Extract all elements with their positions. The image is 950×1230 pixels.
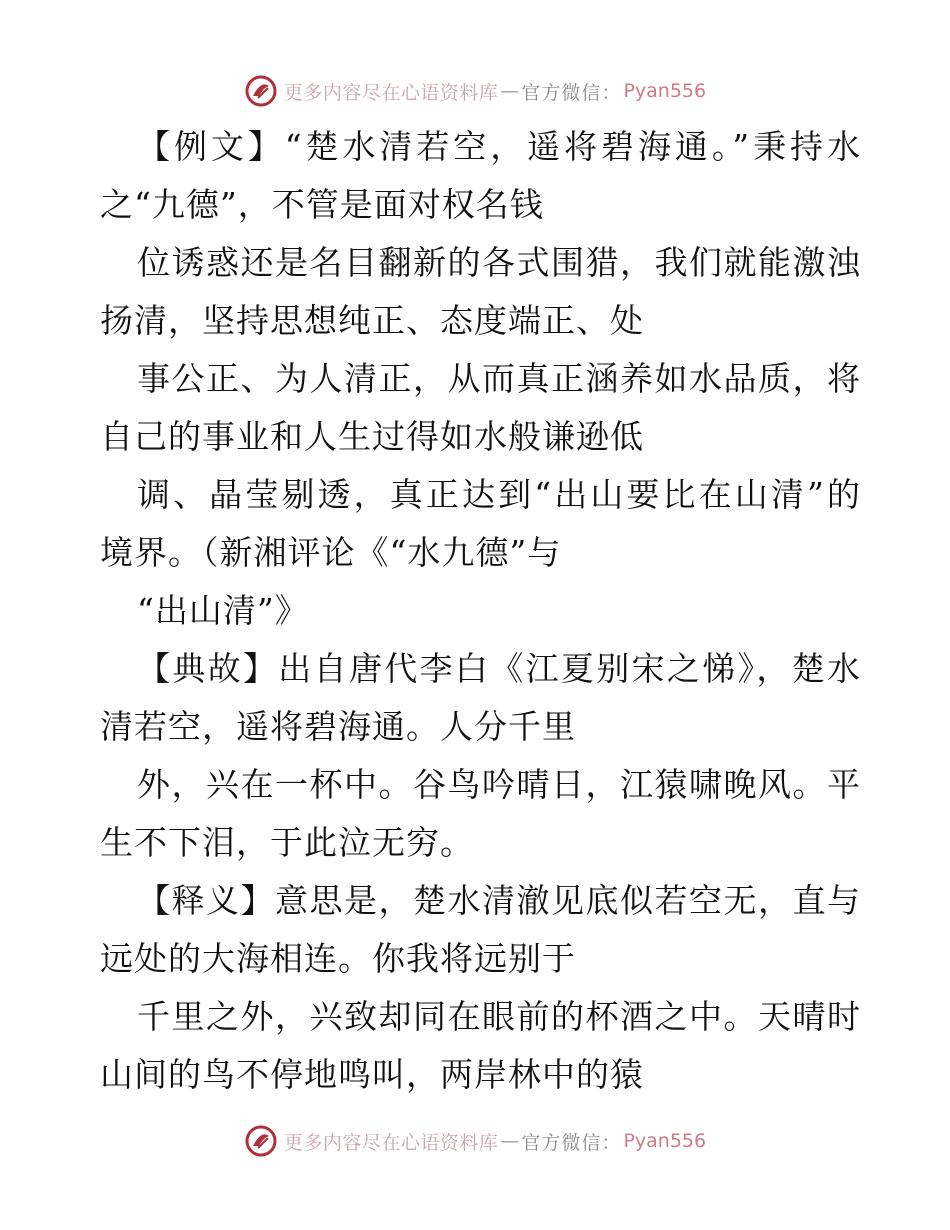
text-line: 【释义】意思是，楚水清澈见底似若空无，直与: [137, 881, 860, 920]
text-line: 千里之外，兴致却同在眼前的杯酒之中。天晴时: [137, 997, 860, 1036]
text-line: 外，兴在一杯中。谷鸟吟晴日，江猿啸晚风。平: [137, 765, 860, 804]
logo-icon: [244, 74, 278, 108]
banner-text: 更多内容尽在心语资料库: [283, 81, 499, 104]
text-line: 【例文】“楚水清若空，遥将碧海通。”秉持水: [137, 127, 860, 166]
text-line: 自己的事业和人生过得如水般谦逊低: [100, 417, 644, 456]
logo-icon: [244, 1124, 278, 1158]
text-line: 位诱惑还是名目翻新的各式围猎，我们就能激浊: [137, 243, 860, 282]
text-line: 境界。（新湘评论《“水九德”与: [100, 533, 562, 572]
banner-wechat-id: Pyan556: [623, 80, 707, 102]
text-line: “出山清”》: [137, 591, 309, 630]
text-line: 【典故】出自唐代李白《江夏别宋之悌》，楚水: [137, 649, 860, 688]
text-line: 山间的鸟不停地鸣叫，两岸林中的猿: [100, 1055, 644, 1094]
banner-official-label: 官方微信：: [521, 1131, 622, 1154]
text-line: 事公正、为人清正，从而真正涵养如水品质，将: [137, 359, 860, 398]
banner-dash: —: [500, 1130, 520, 1152]
text-line: 清若空，遥将碧海通。人分千里: [100, 707, 576, 746]
text-line: 扬清，坚持思想纯正、态度端正、处: [100, 301, 644, 340]
document-body: [100, 118, 860, 1104]
banner-dash: —: [500, 80, 520, 102]
footer-watermark: [0, 1121, 950, 1161]
banner-wechat-id: Pyan556: [623, 1130, 707, 1152]
text-line: 调、晶莹剔透，真正达到“出山要比在山清”的: [137, 475, 860, 514]
banner-official-label: 官方微信：: [521, 81, 622, 104]
text-line: 生不下泪，于此泣无穷。: [100, 823, 474, 862]
text-line: 之“九德”，不管是面对权名钱: [100, 185, 544, 224]
text-line: 远处的大海相连。你我将远别于: [100, 939, 576, 978]
header-watermark: [0, 71, 950, 111]
banner-text: 更多内容尽在心语资料库: [283, 1131, 499, 1154]
